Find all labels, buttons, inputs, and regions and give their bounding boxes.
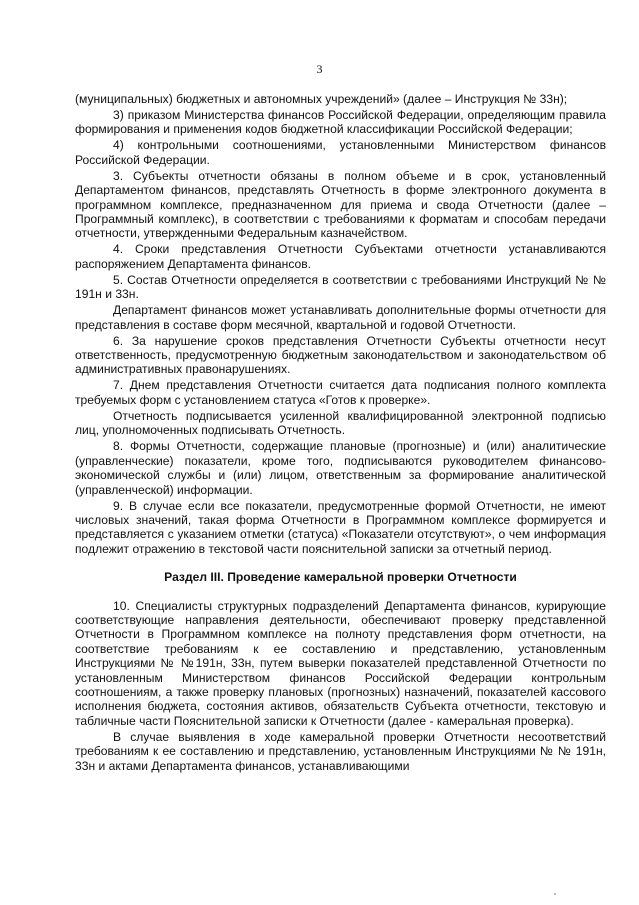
section-heading: Раздел III. Проведение камеральной проверки Отчетности [164,570,517,585]
paragraphs-before-heading [75,92,606,556]
paragraph: 7. Днем представления Отчетности считается дата подписания полного комплекта требуемых форм с установлением статуса «Готов к проверке». [75,378,606,407]
paragraph: Департамент финансов может устанавливать дополнительные формы отчетности для представления в составе форм месячной, квартальной и годовой Отчетности. [75,303,606,332]
paragraph: 4. Сроки представления Отчетности Субъектами отчетности устанавливаются распоряжением Департамента финансов. [75,242,606,271]
paragraph: 4) контрольными соотношениями, установленными Министерством финансов Российской Федерации. [75,138,606,167]
paragraph: 3. Субъекты отчетности обязаны в полном объеме и в срок, установленный Департаментом финансов, представлять Отчетность в форме электронного документа в программном комплексе, предназначенном для приема и свода Отчетности (далее – Программный комплекс), в соответствии с требованиями к форматам и способам передачи отчетности, утвержденными Федеральным казначейством. [75,168,606,241]
paragraph: 9. В случае если все показатели, предусмотренные формой Отчетности, не имеют числовых значений, такая форма Отчетности в Программном комплексе формируется и представляется с указанием отметки (статуса) «Показатели отсутствуют», о чем информация подлежит отражению в текстовой части пояснительной записки за отчетный период. [75,498,606,556]
paragraph: 10. Специалисты структурных подразделений Департамента финансов, курирующие соответствующие направления деятельности, обеспечивают проверку представленной Отчетности в Программном комплексе на полноту представления форм отчетности, на соответствие требованиям к ее составлению и представлению, установленным Инструкциями № №191н, 33н, путем выверки показателей представленной Отчетности по установленным Министерством финансов Российской Федерации контрольным соотношениям, а также проверку плановых (прогнозных) назначений, показателей кассового исполнения бюджета, состояния активов, обязательств Субъекта отчетности, текстовую и табличные части Пояснительной записки к Отчетности (далее - камеральная проверка). [75,598,606,728]
paragraph: 6. За нарушение сроков представления Отчетности Субъекты отчетности несут ответственность, предусмотренную бюджетным законодательством и законодательством об административных правонарушениях. [75,333,606,377]
paragraph: (муниципальных) бюджетных и автономных учреждений» (далее – Инструкция № 33н); [75,92,568,106]
paragraph: 8. Формы Отчетности, содержащие плановые (прогнозные) и (или) аналитические (управленческие) показатели, кроме того, подписываются руководителем финансово-экономической службы и (или) лицом, ответственным за формирование аналитической (управленческой) информации. [75,439,606,497]
paragraphs-after-heading [75,599,606,773]
document-body [75,92,606,775]
paragraph: 3) приказом Министерства финансов Российской Федерации, определяющим правила формирования и применения кодов бюджетной классификации Российской Федерации; [75,108,606,137]
paragraph: В случае выявления в ходе камеральной проверки Отчетности несоответствий требованиям к ее составлению и представлению, установленным Инструкциями № № 191н, 33н и актами Департамента финансов, устанавливающими [75,729,606,773]
page-number: 3 [316,62,323,76]
paragraph: Отчетность подписывается усиленной квалифицированной электронной подписью лиц, уполномоченных подписывать Отчетность. [75,408,606,438]
scan-speck [554,893,556,895]
paragraph: 5. Состав Отчетности определяется в соответствии с требованиями Инструкций № № 191н и 33н. [75,272,606,302]
